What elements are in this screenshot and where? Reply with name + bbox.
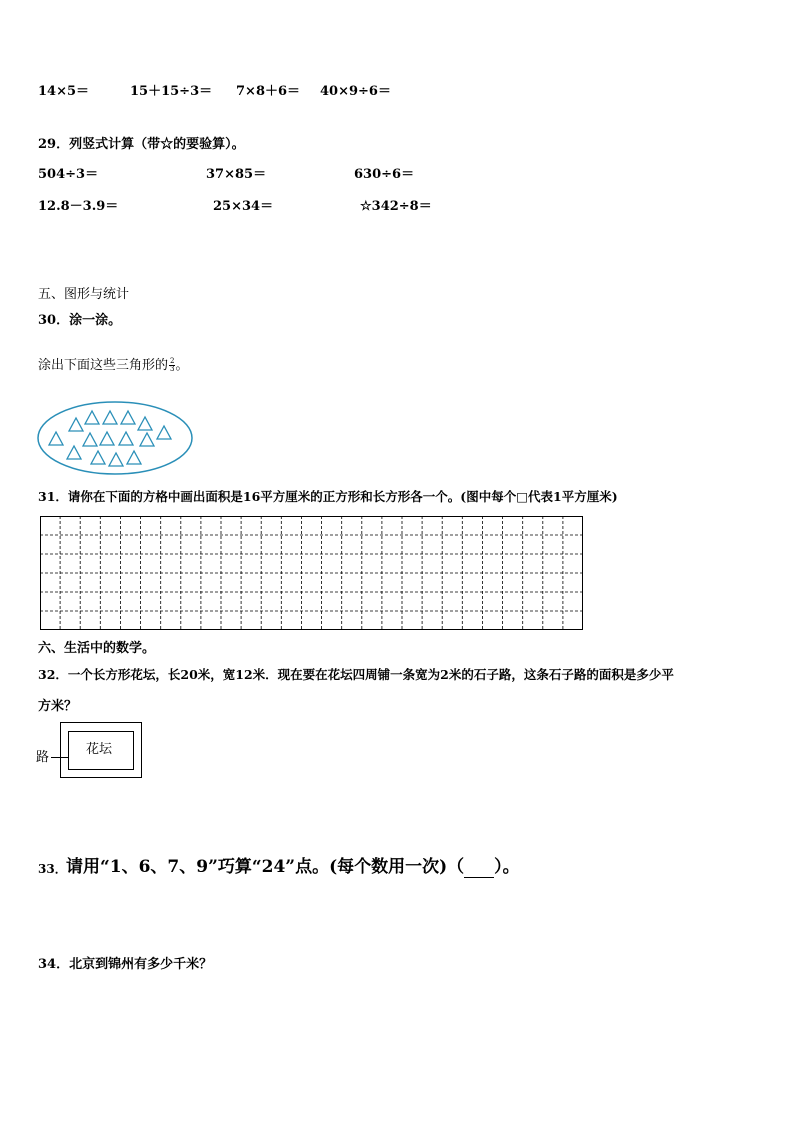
q33-question: [66, 856, 520, 878]
q30-instruction-end: 。: [175, 358, 189, 373]
triangle-shape[interactable]: [138, 417, 152, 430]
q33-paren-open: （: [447, 857, 465, 877]
triangle-shape[interactable]: [49, 432, 63, 445]
q29-item-5: 25×34＝: [213, 199, 274, 214]
fraction-denominator: 3: [170, 365, 175, 373]
triangle-shape[interactable]: [140, 433, 154, 446]
triangle-shape[interactable]: [121, 411, 135, 424]
triangle-shape[interactable]: [109, 453, 123, 466]
q33-paren-close: ）。: [494, 857, 520, 877]
q32-text-line-1: 32．一个长方形花坛，长20米，宽12米．现在要在花坛四周铺一条宽为2米的石子路，这条石子路的面积是多少平: [38, 667, 674, 682]
q30-instruction: [38, 358, 189, 374]
q30-title: 30．涂一涂。: [38, 313, 122, 328]
road-pointer-line: [51, 757, 68, 758]
q30-instruction-text: 涂出下面这些三角形的: [38, 358, 169, 373]
q33-answer-blank[interactable]: [464, 859, 494, 878]
q34-text: 34．北京到锦州有多少千米？: [38, 957, 213, 972]
q29-item-3: 630÷6＝: [354, 167, 415, 182]
square-grid: [40, 516, 584, 630]
triangles-ellipse-figure: [36, 398, 196, 478]
q33-text: 请用“1、6、7、9”巧算“24”点。(每个数用一次): [66, 857, 448, 877]
ellipse-outline: [38, 402, 192, 474]
q29-item-2: 37×85＝: [206, 167, 267, 182]
triangle-shape[interactable]: [69, 418, 83, 431]
triangle-shape[interactable]: [103, 411, 117, 424]
q31-title: 31．请你在下面的方格中画出面积是16平方厘米的正方形和长方形各一个。(图中每个□代表1平方厘米): [38, 489, 618, 504]
triangle-shape[interactable]: [100, 432, 114, 445]
calc-item-4: 40×9÷6＝: [320, 84, 391, 99]
section-5-heading: 五、图形与统计: [38, 287, 130, 302]
q32-text-line-2: 方米？: [38, 699, 78, 714]
q33-number: 33．: [38, 862, 67, 876]
triangle-shape[interactable]: [91, 451, 105, 464]
road-label: 路: [36, 750, 50, 765]
triangle-shape[interactable]: [127, 451, 141, 464]
calc-item-3: 7×8＋6＝: [236, 84, 301, 99]
calc-item-2: 15＋15÷3＝: [130, 84, 213, 99]
triangle-shape[interactable]: [157, 426, 171, 439]
q29-title: 29．列竖式计算（带☆的要验算）。: [38, 137, 245, 152]
calc-item-1: 14×5＝: [38, 84, 90, 99]
q29-item-4: 12.8－3.9＝: [38, 199, 119, 214]
garden-figure: [36, 722, 146, 780]
q29-item-1: 504÷3＝: [38, 167, 99, 182]
triangle-shape[interactable]: [119, 432, 133, 445]
triangle-shape[interactable]: [83, 433, 97, 446]
garden-label: 花坛: [86, 742, 113, 757]
fraction-numerator: 2: [170, 357, 175, 365]
triangle-shape[interactable]: [67, 446, 81, 459]
q29-item-6: ☆342÷8＝: [360, 199, 432, 214]
section-6-heading: 六、生活中的数学。: [38, 641, 156, 656]
triangle-shape[interactable]: [85, 411, 99, 424]
